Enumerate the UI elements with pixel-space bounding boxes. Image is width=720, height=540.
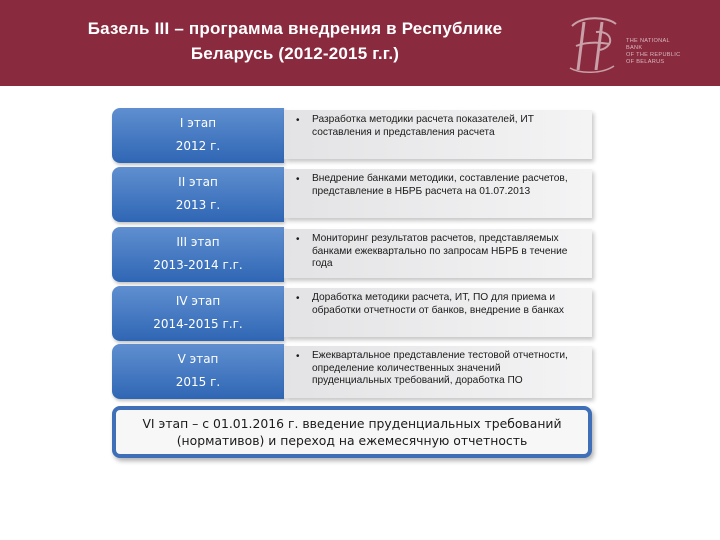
stage-label: III этап [176,235,220,249]
stage-period: 2013-2014 г.г. [153,258,243,272]
stage-label: II этап [178,175,218,189]
bullet-icon: • [296,293,300,304]
stage-description-text: Мониторинг результатов расчетов, представляемых банками ежеквартально по запросам НБРБ в течение года [312,233,568,269]
stage-5-box [112,344,284,399]
stage-label: IV этап [175,294,221,308]
stage-3-box [112,227,284,282]
bullet-icon: • [296,351,300,362]
logo-caption [626,38,712,66]
logo-line-3: OF THE REPUBLIC [626,52,681,58]
final-stage-line-2: (нормативов) и переход на ежемесячную отчетность [176,433,528,448]
logo-line-2: BANK [626,45,643,51]
stage-4-description [284,288,592,337]
bullet-icon: • [296,115,300,126]
stage-2-box [112,167,284,222]
stage-period: 2013 г. [175,198,221,212]
stage-description-text: Доработка методики расчета, ИТ, ПО для приема и обработки отчетности от банков, внедрение в банках [312,292,565,316]
stage-description-text: Ежеквартальное представление тестовой отчетности, определение количественных значений пруденциальных требований, доработка ПО [312,350,568,386]
stage-period: 2014-2015 г.г. [153,317,243,331]
stage-label: I этап [179,116,217,130]
stage-description-text: Внедрение банками методики, составление расчетов, представление в НБРБ расчета на 01.07.2013 [312,173,568,197]
bullet-icon: • [296,174,300,185]
logo-line-1: THE NATIONAL [626,38,670,44]
stage-1-description [284,110,592,159]
stage-4-box [112,286,284,341]
bank-logo [562,12,712,78]
stage-5-description [284,346,592,398]
stage-description-text: Разработка методики расчета показателей, ИТ составления и представления расчета [312,114,534,138]
bank-monogram-icon [562,12,626,78]
logo-line-4: OF BELARUS [626,59,665,65]
stage-label: V этап [177,352,219,366]
header-banner [0,0,720,86]
stage-1-box [112,108,284,163]
stage-period: 2015 г. [175,375,221,389]
title-line-2: Беларусь (2012-2015 г.г.) [190,44,400,63]
stage-3-description [284,229,592,278]
final-stage-line-1: VI этап – с 01.01.2016 г. введение пруденциальных требований [142,416,562,431]
title-line-1: Базель III – программа внедрения в Республике [87,19,503,38]
stage-period: 2012 г. [175,139,221,153]
page-title [30,16,560,66]
stage-2-description [284,169,592,218]
final-stage-box [112,406,592,458]
bullet-icon: • [296,234,300,245]
